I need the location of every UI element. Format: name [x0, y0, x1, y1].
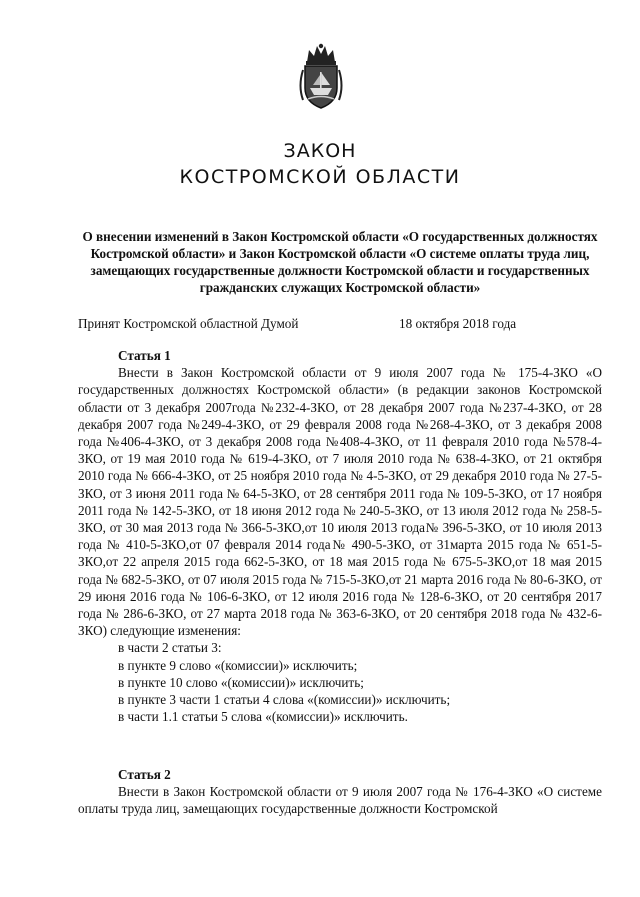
- article-1-item: в пункте 9 слово «(комиссии)» исключить;: [118, 657, 358, 673]
- article-2-heading: Статья 2: [118, 767, 171, 782]
- article-1-item: в части 1.1 статьи 5 слова «(комиссии)» исключить.: [118, 709, 408, 725]
- article-1-heading: Статья 1: [118, 348, 171, 363]
- adoption-line: [78, 315, 602, 332]
- article-1-item: в части 2 статьи 3:: [118, 640, 222, 656]
- article-2: [78, 766, 602, 818]
- article-1: [78, 347, 602, 725]
- article-1-item: в пункте 10 слово «(комиссии)» исключить;: [118, 674, 364, 690]
- law-title: [0, 138, 640, 190]
- article-1-item: в пункте 3 части 1 статьи 4 слова «(комиссии)» исключить;: [118, 692, 451, 708]
- law-title-line1: ЗАКОН: [283, 140, 357, 162]
- adoption-date: 18 октября 2018 года: [399, 316, 517, 331]
- article-1-text: Внести в Закон Костромской области от 9 июля 2007 года № 175-4-ЗКО «О государственных должностях Костромской области» (в редакции законов Костромской области от 3 декабря 2007года №232-4-ЗКО, от 28 декабря 2007 года №237-4-ЗКО, от 28 декабря 2007 года №249-4-ЗКО, от 29 февраля 2008 года №268-4-ЗКО, от 3 декабря 2008 года №406-4-ЗКО, от 3 декабря 2008 года №408-4-ЗКО, от 11 февраля 2010 года №578-4-ЗКО, от 19 мая 2010 года № 619-4-ЗКО, от 7 июля 2010 года № 638-4-ЗКО, от 21 октября 2010 года № 666-4-ЗКО, от 25 ноября 2010 года № 4-5-ЗКО, от 29 декабря 2010 года № 27-5-ЗКО, от 3 июня 2011 года № 64-5-ЗКО, от 28 сентября 2011 года № 109-5-ЗКО, от 17 ноября 2011 года № 142-5-ЗКО, от 18 июня 2012 года № 240-5-ЗКО, от 13 июля 2012 года № 258-5-ЗКО, от 30 мая 2013 года № 366-5-ЗКО,от 10 июля 2013 года№ 396-5-ЗКО, от 10 июля 2013 года № 410-5-ЗКО,от 07 февраля 2014 года№ 490-5-ЗКО, от 31марта 2015 года № 651-5-ЗКО,от 22 апреля 2015 года 662-5-ЗКО, от 18 мая 2015 года № 675-5-ЗКО,от 18 мая 2015 года № 682-5-ЗКО, от 07 июля 2015 года № 715-5-ЗКО,от 21 марта 2016 года № 80-6-ЗКО, от 29 июня 2016 года № 106-6-ЗКО, от 12 июля 2016 года № 128-6-ЗКО, от 20 сентября 2017 года № 286-6-ЗКО, от 27 марта 2018 года № 363-6-ЗКО, от 20 сентября 2018 года № 432-6-ЗКО) следующие изменения:: [78, 365, 602, 639]
- article-2-text: Внести в Закон Костромской области от 9 июля 2007 года № 176-4-ЗКО «О системе оплаты труда лиц, замещающих государственные должности Костромской: [78, 784, 602, 817]
- adopted-by: Принят Костромской областной Думой: [78, 316, 299, 331]
- coat-of-arms-icon: [297, 42, 345, 112]
- law-title-line2: КОСТРОМСКОЙ ОБЛАСТИ: [179, 166, 461, 188]
- law-subject: О внесении изменений в Закон Костромской области «О государственных должностях Костромской области» и Закон Костромской области «О системе оплаты труда лиц, замещающих государственные должности Костромской области и государственных гражданских служащих Костромской области»: [82, 229, 598, 295]
